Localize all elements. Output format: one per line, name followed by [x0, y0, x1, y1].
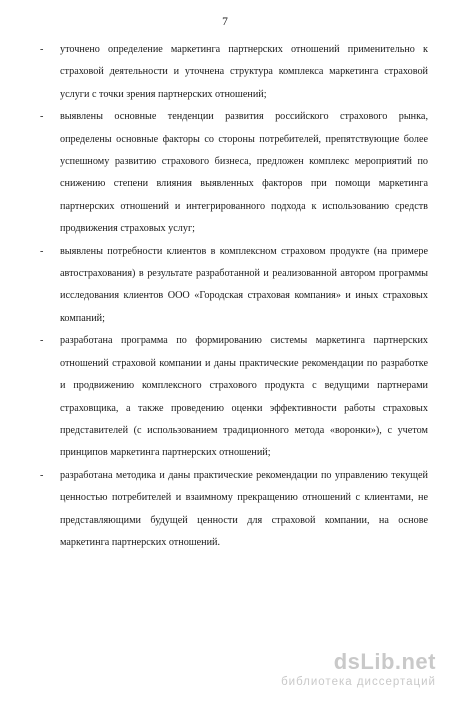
findings-list [40, 39, 428, 554]
list-bullet: - [40, 245, 44, 257]
list-bullet: - [40, 111, 44, 123]
list-item [40, 106, 428, 240]
list-item [40, 39, 428, 106]
watermark-logo: dsLib.net [333, 649, 436, 674]
list-item [40, 330, 428, 464]
list-bullet: - [40, 469, 44, 481]
watermark-tagline: библиотека диссертаций [281, 676, 436, 688]
list-item-text: уточнено определение маркетинга партнерских отношений применительно к страховой деятельности и уточнена структура комплекса маркетинга страховой услуги с точки зрения партнерских отношений; [60, 44, 428, 100]
list-item-text: выявлены основные тенденции развития российского страхового рынка, определены основные факторы со стороны потребителей, препятствующие более успешному развитию страхового бизнеса, предложен комплекс мероприятий по снижению степени влияния выявленных факторов при помощи маркетинга партнерских отношений и интегрированного подхода к использованию средств продвижения страховых услуг; [60, 111, 428, 235]
list-bullet: - [40, 44, 44, 55]
list-item [40, 241, 428, 331]
list-item [40, 465, 428, 555]
list-bullet: - [40, 335, 44, 347]
watermark [236, 649, 436, 693]
list-item-text: выявлены потребности клиентов в комплексном страховом продукте (на примере автострахования) в результате разработанной и реализованной автором программы исследования клиентов ООО «Городская страховая компания» и иных страховых компаний; [60, 245, 428, 324]
list-item-text: разработана программа по формированию системы маркетинга партнерских отношений страховой компании и даны практические рекомендации по разработке и продвижению комплексного страхового продукта с ведущими партнерами страховщика, а также проведению оценки эффективности работы страховых представителей (с использованием традиционного метода «воронки»), с учетом принципов маркетинга партнерских отношений; [60, 335, 428, 459]
list-item-text: разработана методика и даны практические рекомендации по управлению текущей ценностью потребителей и взаимному прекращению отношений с клиентами, не представляющими будущей ценности для страховой компании, на основе маркетинга партнерских отношений. [60, 469, 428, 548]
page-number: 7 [222, 16, 228, 28]
